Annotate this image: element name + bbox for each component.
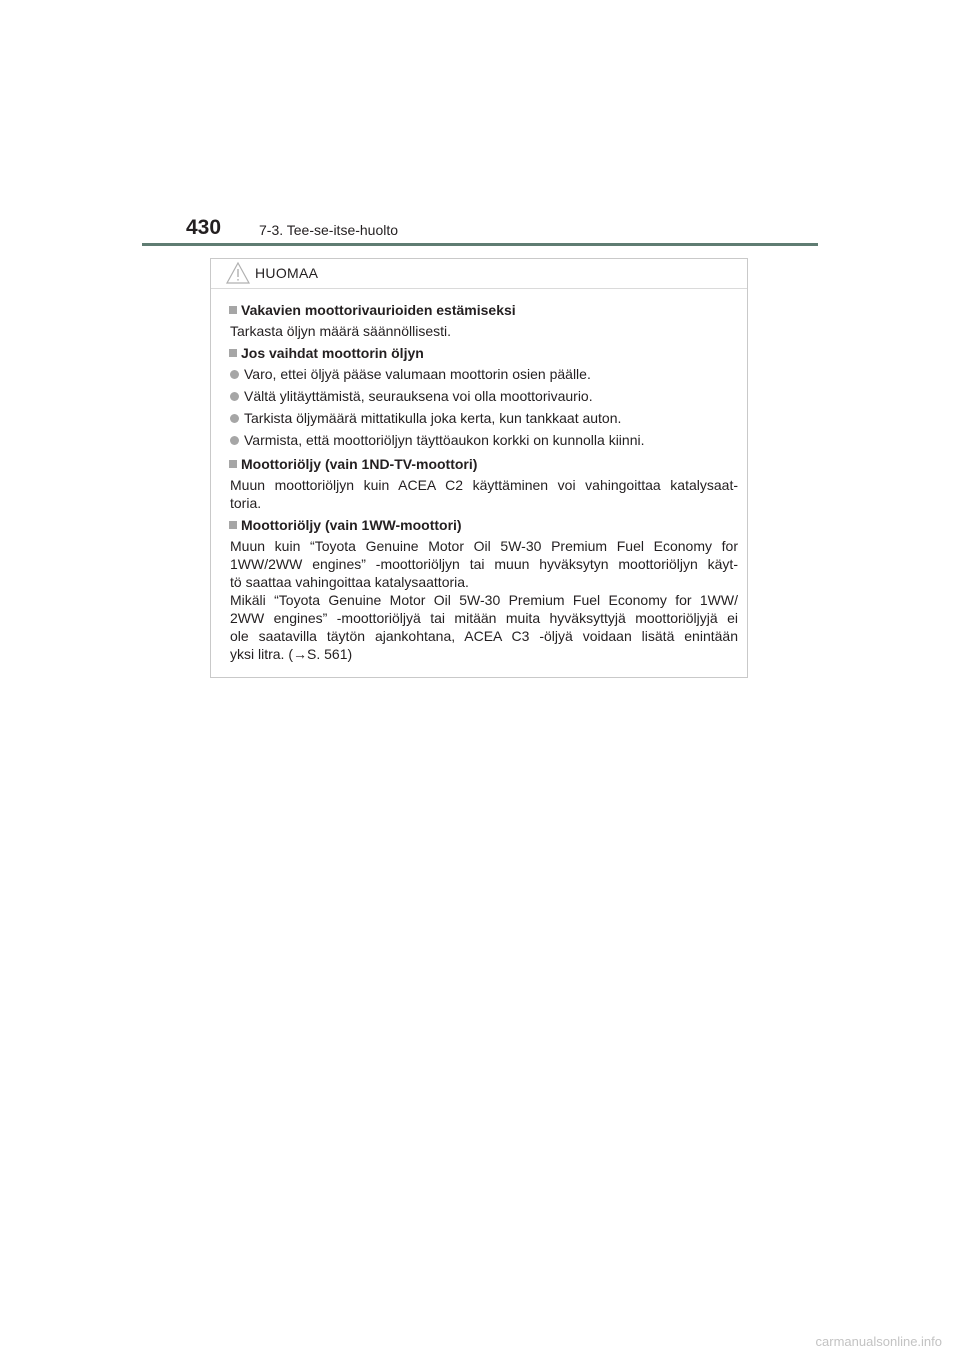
round-bullet-icon — [230, 392, 239, 401]
warning-triangle-icon — [225, 261, 251, 285]
section-title: 7-3. Tee-se-itse-huolto — [259, 222, 399, 238]
section-heading: Jos vaihdat moottorin öljyn — [229, 344, 424, 362]
round-bullet-icon — [230, 414, 239, 423]
notice-header — [211, 259, 747, 289]
square-bullet-icon — [229, 306, 237, 314]
section-heading: Moottoriöljy (vain 1WW-moottori) — [229, 516, 462, 534]
page-reference: yksi litra. (→S. 561) — [230, 646, 353, 662]
square-bullet-icon — [229, 460, 237, 468]
section-heading: Moottoriöljy (vain 1ND-TV-moottori) — [229, 455, 477, 473]
square-bullet-icon — [229, 349, 237, 357]
watermark: carmanualsonline.info — [815, 1334, 942, 1349]
section-text: Tarkasta öljyn määrä säännöllisesti. — [230, 323, 451, 339]
notice-title: HUOMAA — [255, 265, 319, 281]
header-rule — [142, 243, 818, 246]
section-text: Muun moottoriöljyn kuin ACEA C2 käyttäminen voi vahingoittaa katalysaat- toria. — [230, 477, 738, 511]
list-item: Varmista, että moottoriöljyn täyttöaukon korkki on kunnolla kiinni. — [230, 431, 738, 449]
list-item: Vältä ylitäyttämistä, seurauksena voi olla moottorivaurio. — [230, 387, 738, 405]
section-text: Muun kuin “Toyota Genuine Motor Oil 5W-30 Premium Fuel Economy for 1WW/2WW engines” -moottoriöljyn tai muun hyväksytyn moottoriöljyn käyt- tö saattaa vahingoittaa katalysaattoria. Mikäli “Toyota Genuine Motor Oil 5W-30 Premium Fuel Economy for 1WW/ 2WW engines” -moottoriöljyä tai mitään muita hyväksyttyjä moottoriöljyjä ei ole saatavilla täytön ajankohtana, ACEA C3 -öljyä voidaan lisätä enintään yksi litra. (→S. 561) — [230, 538, 738, 662]
square-bullet-icon — [229, 521, 237, 529]
notice-box — [210, 258, 748, 678]
list-item: Tarkista öljymäärä mittatikulla joka kerta, kun tankkaat auton. — [230, 409, 738, 427]
round-bullet-icon — [230, 436, 239, 445]
round-bullet-icon — [230, 370, 239, 379]
page-number: 430 — [186, 216, 222, 239]
section-heading: Vakavien moottorivaurioiden estämiseksi — [229, 301, 516, 319]
list-item: Varo, ettei öljyä pääse valumaan moottorin osien päälle. — [230, 365, 738, 383]
